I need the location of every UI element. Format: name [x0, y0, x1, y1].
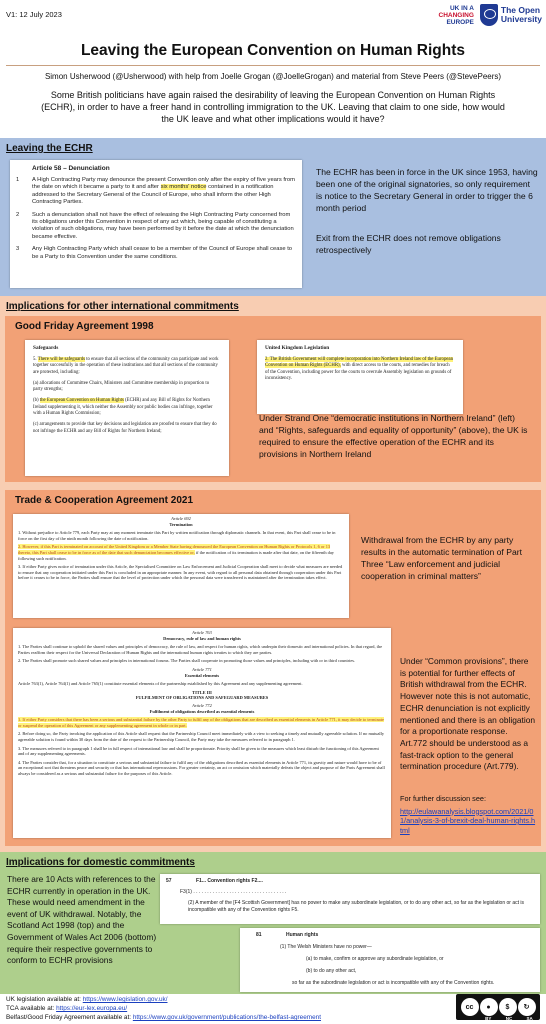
intro-text: Some British politicians have again raised the desirability of leaving the European Convention on Human Rights (ECHR), in order to have a freer hand in controlling immigration to the UK. Leaving that claim to one side, how would the UK leave and what other implications would it have? [41, 90, 505, 124]
article-58-excerpt [10, 160, 302, 288]
section-domestic [0, 852, 546, 994]
nc-icon: $ [499, 998, 517, 1016]
logos [439, 4, 543, 26]
belfast-agreement-link[interactable]: https://www.gov.uk/government/publications/the-belfast-agreement [132, 1014, 321, 1021]
eur-lex-link[interactable]: https://eur-lex.europa.eu/ [56, 1005, 128, 1012]
domestic-note: There are 10 Acts with references to the ECHR currently in operation in the UK. These would need amendment in the event of UK withdrawal. Notably, the Scotland Act 1998 (top) and the Government of Wales Act 2006 (bottom) require their respective governments to conform to ECHR provisions [7, 874, 157, 966]
ukcl-logo: UK IN A CHANGING EUROPE [438, 4, 474, 26]
subsection-heading: Trade & Cooperation Agreement 2021 [15, 495, 194, 506]
gfa-uk-legislation-excerpt: United Kingdom Legislation 2. The British Government will complete incorporation into Northern Ireland law of the European Convention on Human Rights (ECHR), with direct access to the courts, and remedies for breach of the Convention, including power for the courts to overrule Assembly legislation on grounds of inconsistency. [257, 340, 463, 414]
tca-article-692-excerpt: Article 692 Termination 1. Without prejudice to Article 779, each Party may at any moment terminate this Part by written notification through diplomatic channels. In that event, this Part shall cease to be in force on the first day of the ninth month following the date of notification. 2. However, if this Part is terminated on account of the United Kingdom or a Member State having denounced the European Convention on Human Rights or Protocols 1, 6 or 13 thereto, this Part shall cease to be in force as of the date that such denunciation becomes effective or, if the notification of its termination is made after that date, on the fifteenth day following such notification. 3. If either Party gives notice of termination under this Article, the Specialised Committee on Law Enforcement and Judicial Cooperation shall meet to decide what measures are needed to ensure that any cooperation initiated under this Part is concluded in an appropriate manner. In any event, with regard to all personal data obtained through cooperation under this Part before it ceases to be in force, the Parties shall ensure that the level of protection under which the personal data were transferred is maintained after the termination takes effect. [13, 514, 349, 618]
footer-line-gfa: Belfast/Good Friday Agreement available at: https://www.gov.uk/government/publications/the-belfast-agreement [6, 1014, 321, 1021]
article-para: 3 Any High Contracting Party which shall cease to be a member of the Council of Europe shall cease to be a Party to this Convention under the same conditions. [16, 246, 293, 260]
wales-act-excerpt: 81 Human rights (1) The Welsh Ministers have no power— (a) to make, confirm or approve any subordinate legislation, or (b) to do any other act, so far as the subordinate legislation or act is incompatible with any of the Convention rights. [240, 928, 540, 992]
open-university-logo: The Open University [480, 4, 542, 26]
tca-note-1: Withdrawal from the ECHR by any party results in the automatic termination of Part Three “Law enforcement and judicial cooperation in criminal matters” [361, 535, 522, 581]
subsection-tca [5, 490, 541, 846]
leaving-note-1: The ECHR has been in force in the UK since 1953, having been one of the original signatories, so only requirement is notice to the Secretary General in order to trigger the 6 month period [316, 167, 538, 213]
page-title: Leaving the European Convention on Human Rights [80, 42, 466, 59]
article-para: 2 Such a denunciation shall not have the effect of releasing the High Contracting Party concerned from its obligations under this Convention in respect of any act which, being capable of constituting a violation of such obligations, may have been performed by it before the date at which the denunciation became effective. [16, 211, 294, 240]
ou-shield-icon [480, 4, 498, 26]
tca-common-provisions-excerpt: Article 763 Democracy, rule of law and human rights 1. The Parties shall continue to uphold the shared values and principles of democracy, the rule of law, and respect for human rights, which underpin their domestic and international policies. In that regard, the Parties reaffirm their respect for the Universal Declaration of Human Rights and the international human rights treaties to which they are parties. 2. The Parties shall promote such shared values and principles in international forums. The Parties shall cooperate in promoting those values and principles, including with or in third countries. Article 771 Essential elements Article 763(1), Article 764(1) and Article 765(1) constitute essential elements of the partnership established by this Agreement and any supplementing agreement. TITLE III FULFILMENT OF OBLIGATIONS AND SAFEGUARD MEASURES Article 772 Fulfilment of obligations described as essential elements 1. If either Party considers that there has been a serious and substantial failure by the other Party to fulfil any of the obligations that are described as essential elements in Article 771, it may decide to terminate or suspend the operation of this Agreement or any supplementing agreement in whole or in part. 2. Before doing so, the Party invoking the application of this Article shall request that the Partnership Council meet immediately with a view to seeking a timely and mutually agreeable solution. If no mutually agreeable solution is found within 30 days from the date of the request to the Partnership Council, the Party may take the measures referred to in paragraph 1. 3. The measures referred to in paragraph 1 shall be in full respect of international law and shall be proportionate. Priority shall be given to the measures which least disturb the functioning of this Agreement and of any supplementing agreements. 4. The Parties consider that, for a situation to constitute a serious and substantial failure to fulfil any of the obligations described as essential elements in Article 771, its gravity and nature would have to be of an exceptional sort that threatens peace and security or that has international repercussions. For greater certainty, an act or omission which materially defeats the object and purpose of the Paris Agreement shall always be considered as a serious and substantial failure for the purposes of this Article. [13, 628, 391, 838]
further-discussion: For further discussion see: http://eulawanalysis.blogspot.com/2021/01/analysis-3-of-brexit-deal-human-rights.html [400, 794, 536, 835]
footer-line-legislation: UK legislation available at: https://www.legislation.gov.uk/ [6, 996, 168, 1003]
leaving-note-2: Exit from the ECHR does not remove obligations retrospectively [316, 233, 501, 255]
title-divider [6, 65, 540, 66]
sa-icon: ↻ [518, 998, 536, 1016]
creative-commons-badge: cc ● $ ↻ BY NC SA [456, 994, 540, 1020]
scotland-act-excerpt: 57 F1... Convention rights F2.... F3(1) . . . . . . . . . . . . . . . . . . . . . . . . . . . . . . . . . . (2) A member of the [F4 Scottish Government] has no power to make any subordinate legislation, or to do any other act, so far as the legislation or act is incompatible with any of the Convention rights F5. [160, 874, 540, 924]
gfa-safeguards-excerpt: Safeguards 5. There will be safeguards to ensure that all sections of the community can participate and work together successfully in the operation of these institutions and that all sections of the community are protected, including: (a) allocations of Committee Chairs, Ministers and Committee membership in proportion to party strengths; (b) the European Convention on Human Rights (ECHR) and any Bill of Rights for Northern Ireland supplementing it, which neither the Assembly nor public bodies can infringe, together with a Human Rights Commission; (c) arrangements to provide that key decisions and legislation are proofed to ensure that they do not infringe the ECHR and any Bill of Rights for Northern Ireland; [25, 340, 229, 476]
section-heading: Implications for domestic commitments [6, 857, 195, 868]
blog-link[interactable]: http://eulawanalysis.blogspot.com/2021/01/analysis-3-of-brexit-deal-human-rights.html [400, 806, 536, 835]
tca-note-2: Under “Common provisions”, there is potential for further effects of British withdrawal from the ECHR. However note this is not automatic, ECHR denunciation is not explicitly mentioned and there is an obligation for a proportionate response. Art.772 should be understood as a fast-track option to the general termination procedure (Art.779). [400, 656, 536, 772]
gfa-note: Under Strand One “democratic institutions in Northern Ireland” (left) and “Rights, safeguards and equality of opportunity” (above), the UK is required to ensure the effective operation of the ECHR and its provisions in Northern Ireland [259, 413, 528, 459]
version-label: V1: 12 July 2023 [6, 10, 62, 19]
section-heading: Implications for other international commitments [6, 301, 239, 312]
section-heading: Leaving the ECHR [6, 143, 93, 154]
authors-line: Simon Usherwood (@Usherwood) with help from Joelle Grogan (@JoelleGrogan) and material from Steve Peers (@StevePeers) [44, 72, 502, 81]
article-para: 1 A High Contracting Party may denounce the present Convention only after the expiry of five years from the date on which it became a party to it and after six months' notice contained in a notification addressed to the Secretary General of the Council of Europe, who shall inform the other High Contracting Parties. [16, 177, 295, 206]
footer-line-tca: TCA available at: https://eur-lex.europa.eu/ [6, 1005, 128, 1012]
section-leaving-echr [0, 138, 546, 296]
cc-icon: cc [461, 998, 479, 1016]
legislation-link[interactable]: https://www.legislation.gov.uk/ [82, 996, 168, 1003]
by-icon: ● [480, 998, 498, 1016]
subsection-heading: Good Friday Agreement 1998 [15, 321, 154, 332]
article-title: Article 58 – Denunciation [32, 165, 110, 172]
subsection-gfa [5, 316, 541, 482]
